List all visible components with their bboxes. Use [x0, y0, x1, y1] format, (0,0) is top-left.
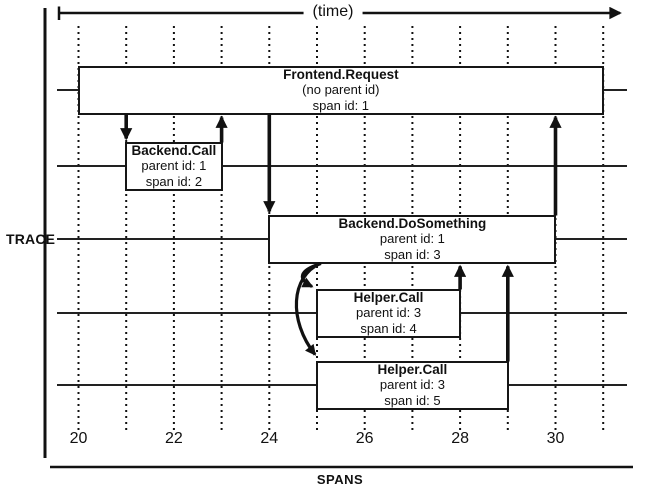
tick-label-24: 24 [260, 430, 279, 447]
span-id: span id: 4 [360, 320, 417, 336]
curved-call-arrow [302, 264, 321, 287]
time-axis-label: (time) [304, 3, 363, 21]
span-parent-id: (no parent id) [302, 82, 380, 98]
span-box-frontend-request [78, 66, 605, 115]
tick-label-22: 22 [164, 430, 183, 447]
trace-axis-label: TRACE [6, 231, 56, 247]
span-parent-id: parent id: 1 [379, 231, 445, 247]
span-box-backend-dosomething [268, 215, 556, 264]
span-id: span id: 3 [384, 246, 441, 262]
span-box-backend-call [125, 142, 222, 191]
span-id: span id: 5 [384, 392, 441, 408]
tick-label-20: 20 [69, 430, 88, 447]
tick-label-30: 30 [546, 430, 565, 447]
span-id: span id: 2 [145, 173, 203, 189]
span-title: Backend.Call [131, 142, 217, 158]
tick-label-28: 28 [451, 430, 469, 447]
span-id: span id: 1 [312, 97, 370, 113]
span-parent-id: parent id: 1 [141, 158, 207, 174]
spans-axis-label: SPANS [316, 472, 364, 487]
tick-label-26: 26 [355, 430, 374, 447]
span-box-helper-call-4 [316, 289, 461, 338]
span-title: Frontend.Request [283, 66, 399, 82]
span-box-helper-call-5 [316, 361, 509, 410]
span-parent-id: parent id: 3 [356, 305, 422, 321]
span-parent-id: parent id: 3 [379, 377, 445, 393]
span-title: Helper.Call [353, 289, 424, 305]
span-title: Helper.Call [377, 361, 448, 377]
span-title: Backend.DoSomething [338, 215, 487, 231]
